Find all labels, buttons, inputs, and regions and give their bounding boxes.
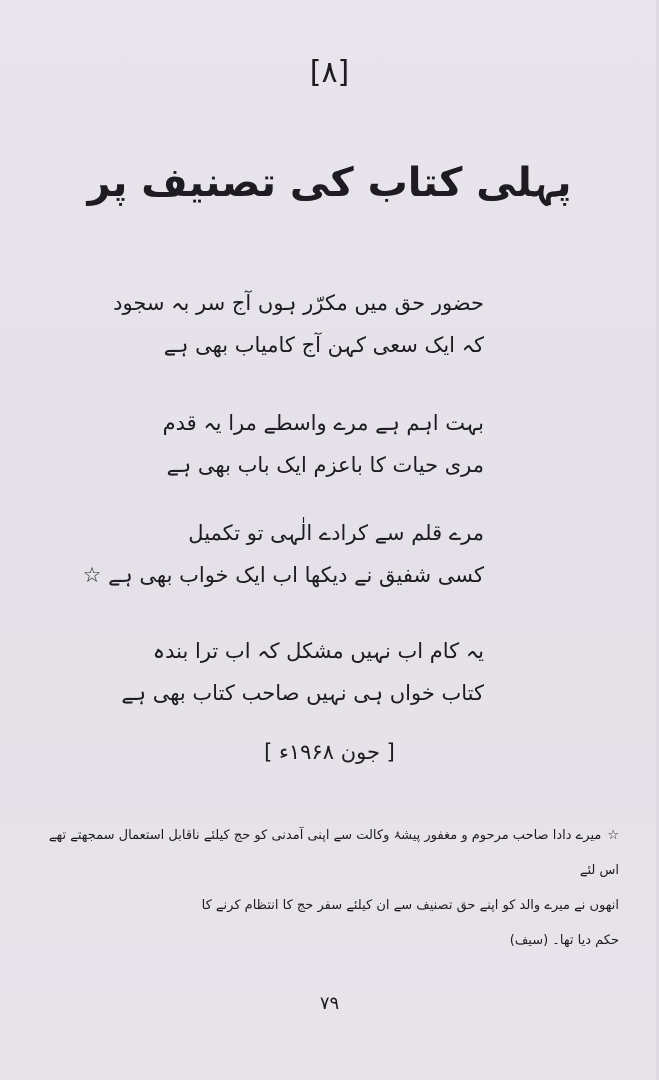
verse-line: حضور حق میں مکرّر ہوں آج سر بہ سجود <box>113 291 484 315</box>
stanza-2 <box>84 402 484 486</box>
footnote-line: ☆میرے دادا صاحب مرحوم و مغفور پیشۂ وکالت سے اپنی آمدنی کو حج کیلئے ناقابل استعمال سمجھتے تھے اس لئے <box>48 828 619 878</box>
stanza-3 <box>84 512 484 596</box>
verse-line: یہ کام اب نہیں مشکل کہ اب ترا بندہ <box>152 639 484 663</box>
verse-line: کہ ایک سعی کہن آج کامیاب بھی ہے <box>163 333 484 357</box>
page-number: ۷۹ <box>319 993 340 1014</box>
verse-line: مرے قلم سے کرادے الٰہی تو تکمیل <box>188 521 484 545</box>
footnote-marker: ☆ <box>607 828 619 843</box>
footnote-line: انھوں نے میرے والد کو اپنے حق تصنیف سے ان کیلئے سفر حج کا انتظام کرنے کا <box>201 898 619 913</box>
stanza-4 <box>84 630 484 714</box>
stanza-1 <box>84 282 484 366</box>
verse-line: کسی شفیق نے دیکھا اب ایک خواب بھی ہے ☆ <box>82 563 484 587</box>
verse-line: مری حیات کا باعزم ایک باب بھی ہے <box>166 453 484 477</box>
verse-line: کتاب خواں ہی نہیں صاحب کتاب بھی ہے <box>121 681 484 705</box>
chapter-number: [۸] <box>309 55 350 90</box>
poem-title: پہلی کتاب کی تصنیف پر <box>87 160 572 206</box>
verse-line: بہت اہم ہے مرے واسطے مرا یہ قدم <box>162 411 484 435</box>
footnote <box>29 818 619 958</box>
footnote-line: حکم دیا تھا۔ (سیف) <box>509 933 619 948</box>
poem-date: [ جون ۱۹۶۸ء ] <box>264 740 395 764</box>
